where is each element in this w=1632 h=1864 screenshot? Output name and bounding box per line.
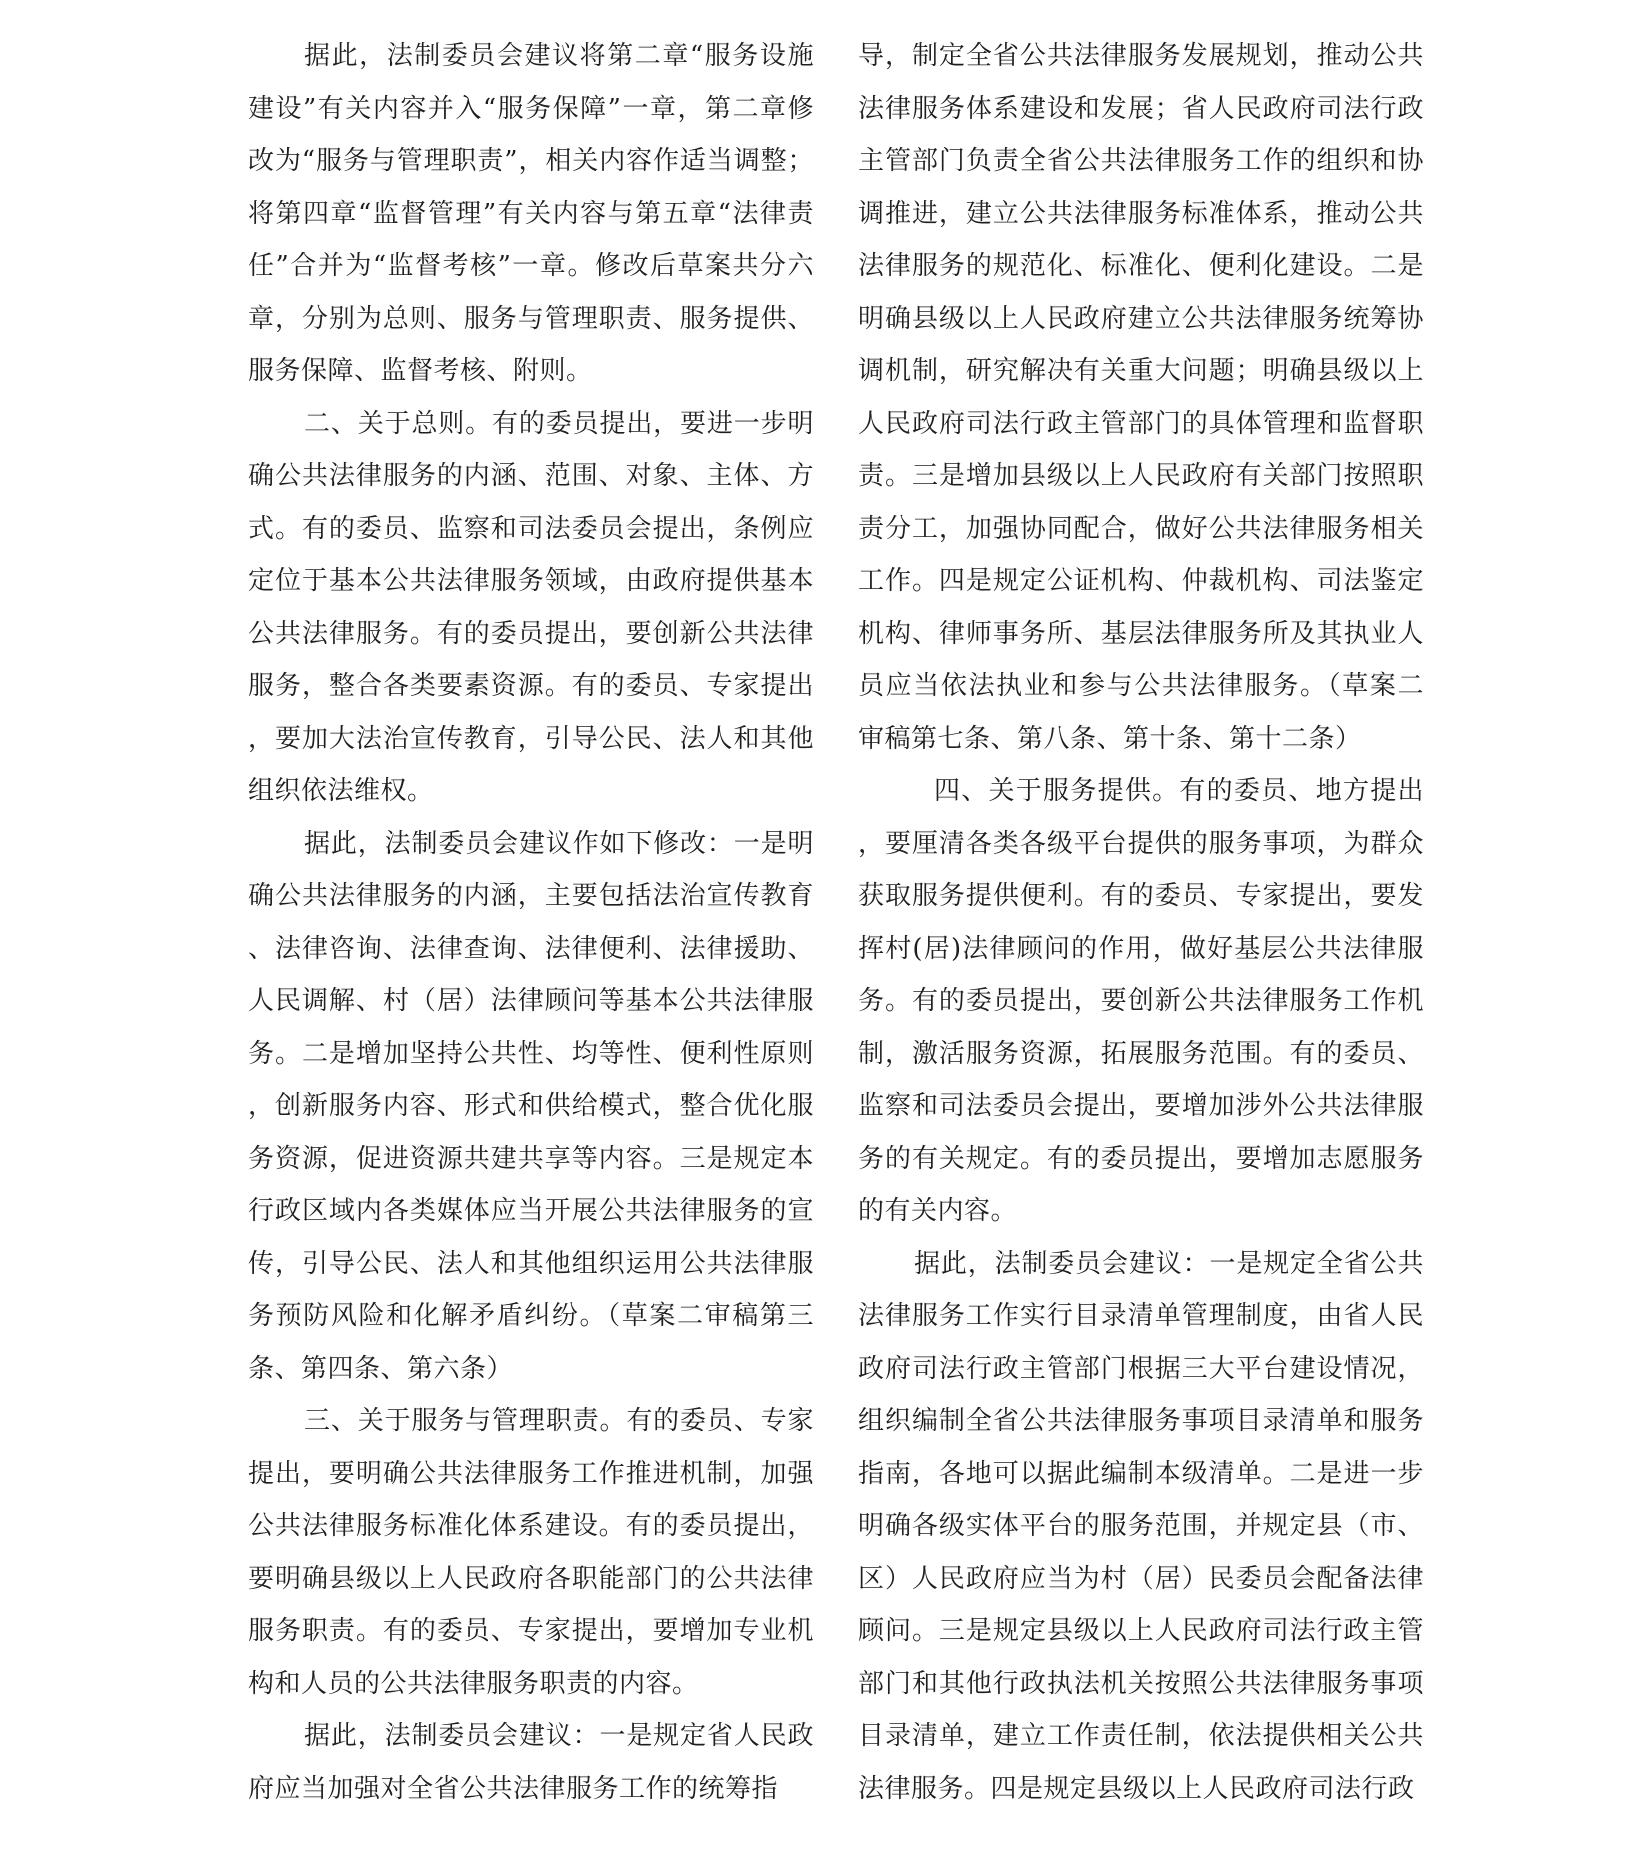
right-column: [858, 30, 1424, 1850]
paragraph: 导，制定全省公共法律服务发展规划，推动公共法律服务体系建设和发展；省人民政府司法行政主管部门负责全省公共法律服务工作的组织和协调推进，建立公共法律服务标准体系，推动公共法律服务的规范化、标准化、便利化建设。二是明确县级以上人民政府建立公共法律服务统筹协调机制，研究解决有关重大问题；明确县级以上人民政府司法行政主管部门的具体管理和监督职责。三是增加县级以上人民政府有关部门按照职责分工，加强协同配合，做好公共法律服务相关工作。四是规定公证机构、仲裁机构、司法鉴定机构、律师事务所、基层法律服务所及其执业人员应当依法执业和参与公共法律服务。（草案二审稿第七条、第八条、第十条、第十二条）: [858, 41, 1424, 754]
paragraph: 据此，法制委员会建议作如下修改：一是明确公共法律服务的内涵，主要包括法治宣传教育、法律咨询、法律查询、法律便利、法律援助、人民调解、村（居）法律顾问等基本公共法律服务。二是增加坚持公共性、均等性、便利性原则，创新服务内容、形式和供给模式，整合优化服务资源，促进资源共建共享等内容。三是规定本行政区域内各类媒体应当开展公共法律服务的宣传，引导公民、法人和其他组织运用公共法律服务预防风险和化解矛盾纠纷。（草案二审稿第三条、第四条、第六条）: [248, 828, 814, 1384]
paragraph: 据此，法制委员会建议将第二章“服务设施建设”有关内容并入“服务保障”一章，第二章修改为“服务与管理职责”，相关内容作适当调整；将第四章“监督管理”有关内容与第五章“法律责任”合并为“监督考核”一章。修改后草案共分六章，分别为总则、服务与管理职责、服务提供、服务保障、监督考核、附则。: [248, 41, 814, 386]
paragraph: 四、关于服务提供。有的委员、地方提出，要厘清各类各级平台提供的服务事项，为群众获取服务提供便利。有的委员、专家提出，要发挥村(居)法律顾问的作用，做好基层公共法律服务。有的委员提出，要创新公共法律服务工作机制，激活服务资源，拓展服务范围。有的委员、监察和司法委员会提出，要增加涉外公共法律服务的有关规定。有的委员提出，要增加志愿服务的有关内容。: [858, 776, 1424, 1226]
left-column: [248, 30, 814, 1850]
paragraph: 三、关于服务与管理职责。有的委员、专家提出，要明确公共法律服务工作推进机制，加强公共法律服务标准化体系建设。有的委员提出，要明确县级以上人民政府各职能部门的公共法律服务职责。有的委员、专家提出，要增加专业机构和人员的公共法律服务职责的内容。: [248, 1406, 814, 1699]
paragraph: 据此，法制委员会建议：一是规定全省公共法律服务工作实行目录清单管理制度，由省人民政府司法行政主管部门根据三大平台建设情况，组织编制全省公共法律服务事项目录清单和服务指南，各地可以据此编制本级清单。二是进一步明确各级实体平台的服务范围，并规定县（市、区）人民政府应当为村（居）民委员会配备法律顾问。三是规定县级以上人民政府司法行政主管部门和其他行政执法机关按照公共法律服务事项目录清单，建立工作责任制，依法提供相关公共法律服务。四是规定县级以上人民政府司法行政: [858, 1248, 1424, 1804]
paragraph: 二、关于总则。有的委员提出，要进一步明确公共法律服务的内涵、范围、对象、主体、方式。有的委员、监察和司法委员会提出，条例应定位于基本公共法律服务领域，由政府提供基本公共法律服务。有的委员提出，要创新公共法律服务，整合各类要素资源。有的委员、专家提出，要加大法治宣传教育，引导公民、法人和其他组织依法维权。: [248, 408, 814, 806]
paragraph: 据此，法制委员会建议：一是规定省人民政府应当加强对全省公共法律服务工作的统筹指: [248, 1721, 814, 1804]
